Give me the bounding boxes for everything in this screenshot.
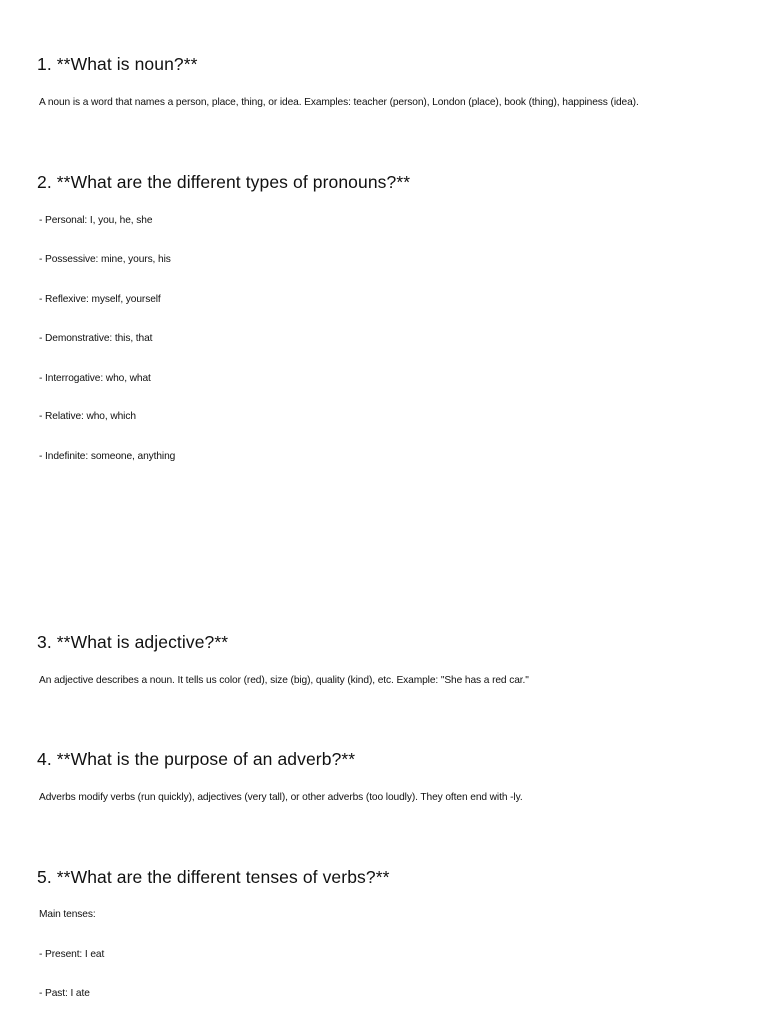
pronoun-type-reflexive: - Reflexive: myself, yourself bbox=[39, 294, 161, 305]
section-3-heading: 3. **What is adjective?** bbox=[37, 632, 229, 652]
section-1-heading: 1. **What is noun?** bbox=[37, 54, 198, 74]
pronoun-type-indefinite: - Indefinite: someone, anything bbox=[39, 451, 176, 462]
section-1-paragraph: A noun is a word that names a person, place, thing, or idea. Examples: teacher (person), London (place), book (thing), happiness (idea). bbox=[39, 97, 639, 108]
pronoun-type-relative: - Relative: who, which bbox=[39, 411, 136, 422]
section-4-paragraph: Adverbs modify verbs (run quickly), adjectives (very tall), or other adverbs (too loudly). They often end with -ly. bbox=[39, 792, 523, 803]
tense-past: - Past: I ate bbox=[39, 988, 90, 999]
section-2-heading: 2. **What are the different types of pronouns?** bbox=[37, 172, 411, 192]
section-4-heading: 4. **What is the purpose of an adverb?** bbox=[37, 749, 356, 769]
section-3-paragraph: An adjective describes a noun. It tells us color (red), size (big), quality (kind), etc. Example: "She has a red car." bbox=[39, 675, 529, 686]
pronoun-type-possessive: - Possessive: mine, yours, his bbox=[39, 254, 171, 265]
pronoun-type-demonstrative: - Demonstrative: this, that bbox=[39, 333, 153, 344]
pronoun-type-personal: - Personal: I, you, he, she bbox=[39, 215, 153, 226]
pronoun-type-interrogative: - Interrogative: who, what bbox=[39, 373, 151, 384]
section-5-heading: 5. **What are the different tenses of verbs?** bbox=[37, 867, 390, 887]
tense-present: - Present: I eat bbox=[39, 949, 105, 960]
tenses-intro: Main tenses: bbox=[39, 909, 96, 920]
